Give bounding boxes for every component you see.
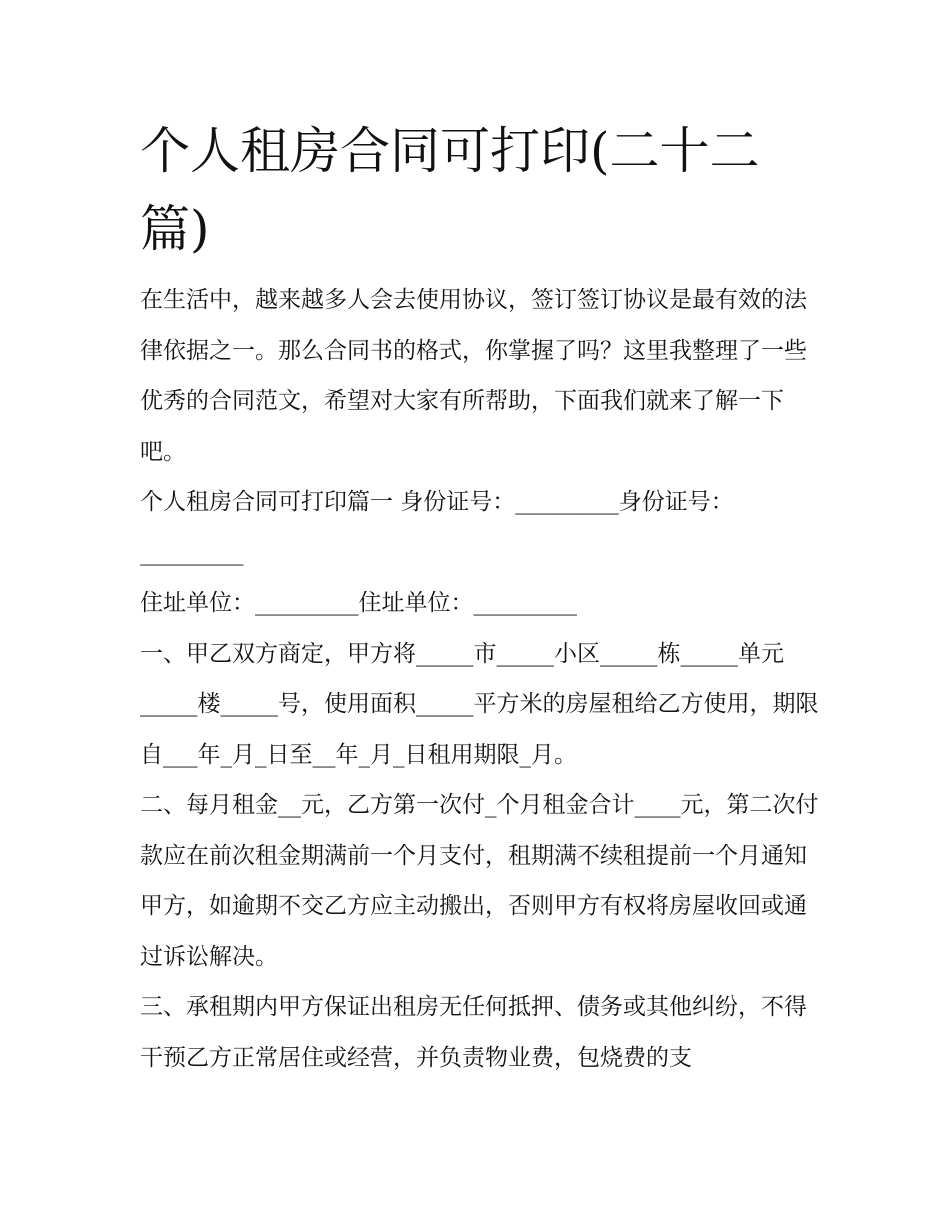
address-line: 住址单位：_________住址单位：_________ — [140, 590, 577, 616]
id-number-line: 个人租房合同可打印篇一 身份证号：_________身份证号：_________ — [140, 489, 734, 566]
intro-paragraph: 在生活中，越来越多人会去使用协议，签订签订协议是最有效的法律依据之一。那么合同书的格式，你掌握了吗？这里我整理了一些优秀的合同范文，希望对大家有所帮助，下面我们就来了解一下吧。 — [140, 287, 807, 465]
clause-three: 三、承租期内甲方保证出租房无任何抵押、债务或其他纠纷，不得干预乙方正常居住或经营，并负责物业费，包烧费的支 — [140, 994, 807, 1071]
clause-one: 一、甲乙双方商定，甲方将_____市_____小区_____栋_____单元_____楼_____号，使用面积_____平方米的房屋租给乙方使用，期限自___年_月_日至__年_月_日租用期限_月。 — [140, 640, 819, 768]
document-body — [140, 275, 820, 1083]
clause-two: 二、每月租金__元，乙方第一次付_个月租金合计____元，第二次付款应在前次租金期满前一个月支付，租期满不续租提前一个月通知甲方，如逾期不交乙方应主动搬出，否则甲方有权将房屋收回或通过诉讼解决。 — [140, 792, 819, 970]
document-title: 个人租房合同可打印(二十二篇) — [140, 122, 760, 258]
